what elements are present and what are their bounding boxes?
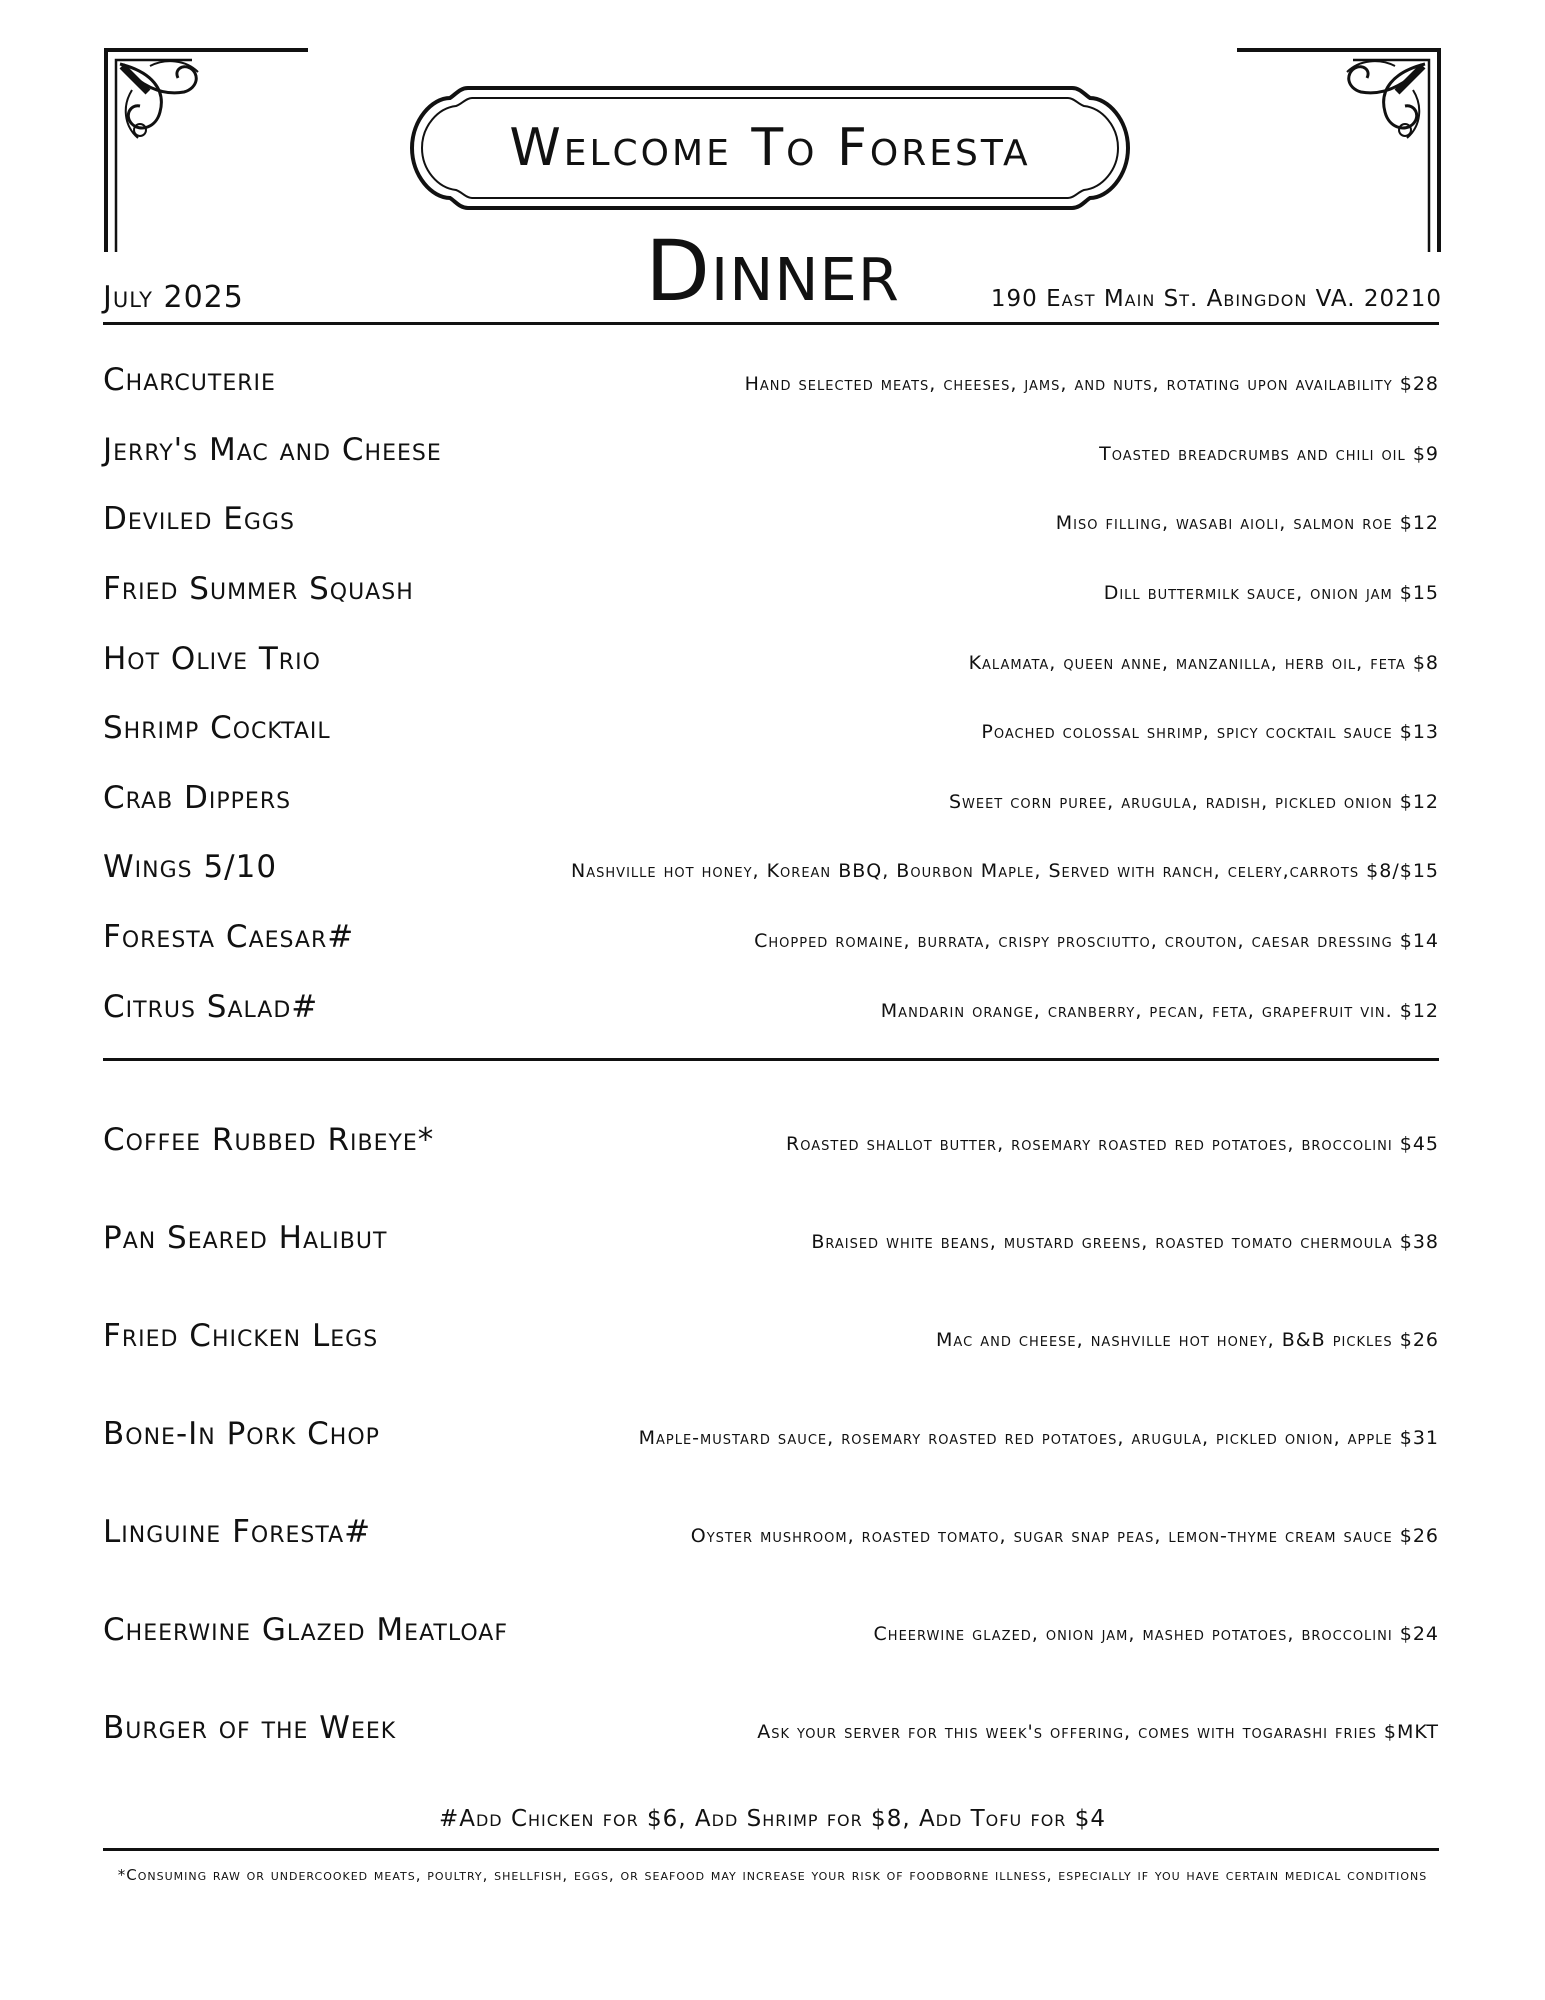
item-name: Jerry's Mac and Cheese: [103, 432, 442, 468]
menu-item: [103, 1612, 1439, 1656]
menu-item: [103, 1514, 1439, 1558]
item-name: Citrus Salad#: [103, 989, 319, 1025]
menu-item: [103, 1122, 1439, 1166]
item-price: $13: [1399, 721, 1439, 743]
item-price: $24: [1399, 1623, 1439, 1645]
item-price: $12: [1399, 512, 1439, 534]
food-safety-disclaimer: *Consuming raw or undercooked meats, poultry, shellfish, eggs, or seafood may increase your risk of foodborne illness, especially if you have certain medical conditions: [117, 1866, 1428, 1884]
menu-item: [103, 432, 1439, 472]
item-name: Shrimp Cocktail: [103, 710, 331, 746]
item-description: Sweet corn puree, arugula, radish, pickled onion: [948, 791, 1393, 813]
item-price: $45: [1399, 1133, 1439, 1155]
item-price: $8/$15: [1366, 860, 1439, 882]
item-price: $12: [1399, 1000, 1439, 1022]
menu-item: [103, 1416, 1439, 1460]
item-description: Cheerwine glazed, onion jam, mashed potatoes, broccolini: [873, 1623, 1393, 1645]
item-price: $MKT: [1383, 1721, 1439, 1743]
item-description: Miso filling, wasabi aioli, salmon roe: [1055, 512, 1393, 534]
item-price: $14: [1399, 930, 1439, 952]
menu-item: [103, 919, 1439, 959]
meal-heading: Dinner: [645, 222, 900, 320]
item-description: Nashville hot honey, Korean BBQ, Bourbon Maple, Served with ranch, celery,carrots: [571, 860, 1360, 882]
item-name: Coffee Rubbed Ribeye*: [103, 1122, 435, 1158]
item-price: $38: [1399, 1231, 1439, 1253]
menu-item: [103, 989, 1439, 1029]
item-name: Cheerwine Glazed Meatloaf: [103, 1612, 508, 1648]
item-name: Foresta Caesar#: [103, 919, 355, 955]
item-name: Charcuterie: [103, 362, 276, 398]
menu-date: July 2025: [103, 280, 244, 315]
item-price: $8: [1412, 652, 1439, 674]
item-description: Braised white beans, mustard greens, roasted tomato chermoula: [811, 1231, 1393, 1253]
menu-item: [103, 1220, 1439, 1264]
menu-title: Welcome To Foresta: [509, 118, 1031, 178]
menu-item: [103, 501, 1439, 541]
item-price: $9: [1412, 443, 1439, 465]
menu-item: [103, 362, 1439, 402]
item-name: Pan Seared Halibut: [103, 1220, 388, 1256]
item-name: Deviled Eggs: [103, 501, 295, 537]
item-name: Linguine Foresta#: [103, 1514, 372, 1550]
menu-item: [103, 571, 1439, 611]
item-name: Bone-In Pork Chop: [103, 1416, 380, 1452]
header-divider: [103, 322, 1439, 325]
item-price: $26: [1399, 1329, 1439, 1351]
item-description: Ask your server for this week's offering, comes with togarashi fries: [757, 1721, 1377, 1743]
footer-divider: [103, 1848, 1439, 1851]
item-description: Kalamata, queen anne, manzanilla, herb oil, feta: [968, 652, 1406, 674]
item-description: Poached colossal shrimp, spicy cocktail sauce: [981, 721, 1393, 743]
item-name: Wings 5/10: [103, 849, 278, 885]
item-description: Oyster mushroom, roasted tomato, sugar snap peas, lemon-thyme cream sauce: [690, 1525, 1393, 1547]
item-description: Chopped romaine, burrata, crispy prosciutto, crouton, caesar dressing: [754, 930, 1393, 952]
menu-item: [103, 1710, 1439, 1754]
item-price: $26: [1399, 1525, 1439, 1547]
menu-item: [103, 780, 1439, 820]
item-price: $12: [1399, 791, 1439, 813]
item-description: Hand selected meats, cheeses, jams, and nuts, rotating upon availability: [744, 373, 1393, 395]
restaurant-address: 190 East Main St. Abingdon VA. 20210: [990, 286, 1442, 312]
item-name: Fried Chicken Legs: [103, 1318, 379, 1354]
item-price: $28: [1399, 373, 1439, 395]
menu-item: [103, 641, 1439, 681]
addon-note: #Add Chicken for $6, Add Shrimp for $8, Add Tofu for $4: [438, 1806, 1106, 1832]
menu-item: [103, 1318, 1439, 1362]
title-plaque: [408, 84, 1132, 212]
item-price: $15: [1399, 582, 1439, 604]
menu-item: [103, 849, 1439, 889]
item-description: Mandarin orange, cranberry, pecan, feta, grapefruit vin.: [880, 1000, 1393, 1022]
item-name: Crab Dippers: [103, 780, 292, 816]
item-name: Fried Summer Squash: [103, 571, 414, 607]
item-description: Maple-mustard sauce, rosemary roasted red potatoes, arugula, pickled onion, apple: [638, 1427, 1393, 1449]
menu-item: [103, 710, 1439, 750]
item-name: Hot Olive Trio: [103, 641, 321, 677]
item-name: Burger of the Week: [103, 1710, 397, 1746]
item-description: Dill buttermilk sauce, onion jam: [1103, 582, 1393, 604]
item-description: Roasted shallot butter, rosemary roasted red potatoes, broccolini: [786, 1133, 1393, 1155]
item-description: Mac and cheese, nashville hot honey, B&B pickles: [936, 1329, 1393, 1351]
item-description: Toasted breadcrumbs and chili oil: [1099, 443, 1406, 465]
section-divider: [103, 1058, 1439, 1061]
item-price: $31: [1399, 1427, 1439, 1449]
